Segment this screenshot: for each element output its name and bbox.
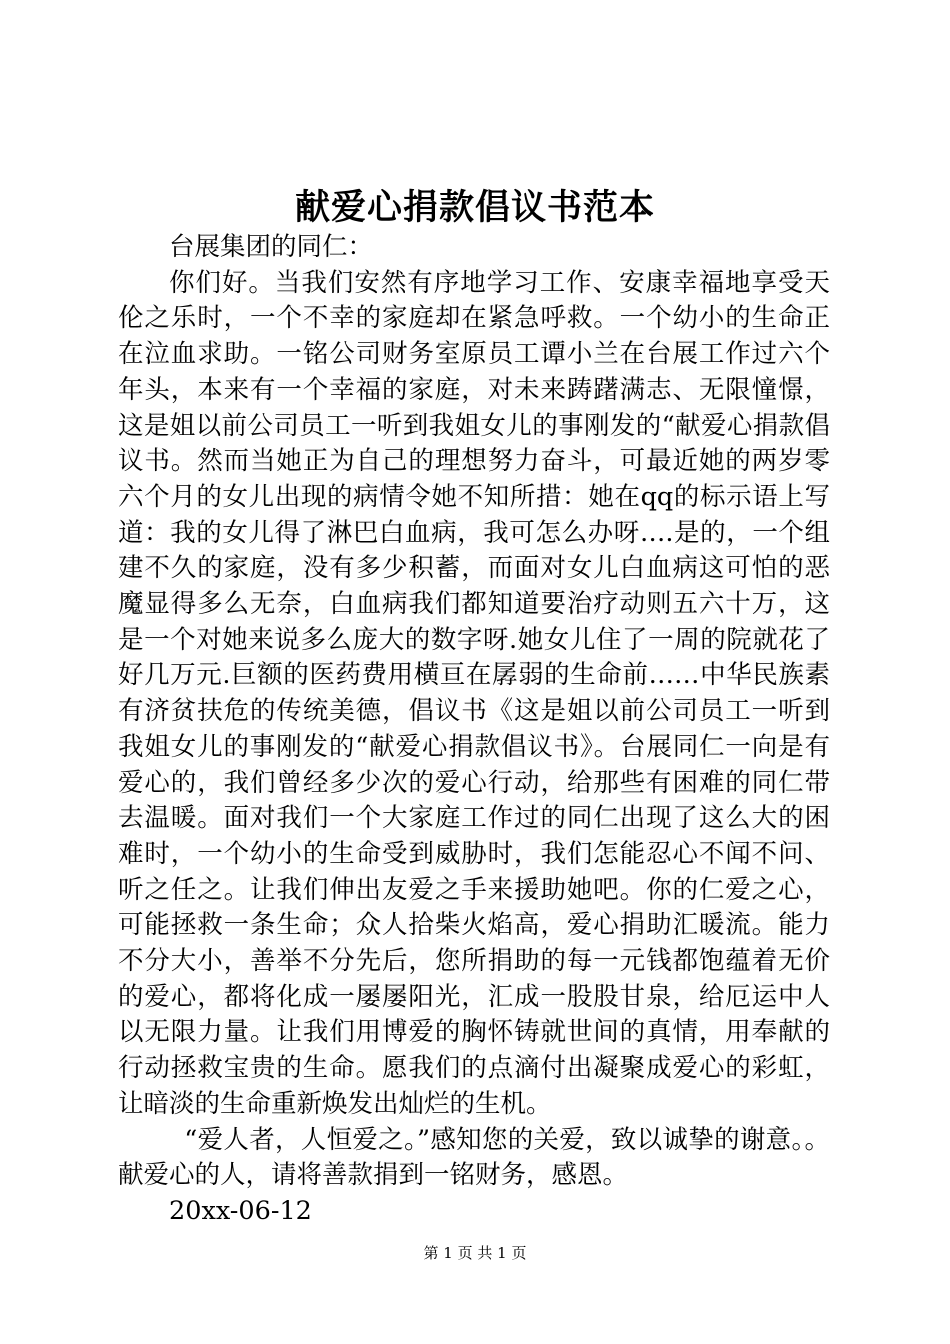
- closing-paragraph: “爱人者，人恒爱之。”感知您的关爱，致以诚挚的谢意。。献爱心的人，请将善款捐到一铭财务，感恩。: [118, 1124, 830, 1191]
- date-line: 20xx-06-12: [169, 1195, 312, 1226]
- salutation-paragraph: 台展集团的同仁：: [169, 232, 374, 262]
- page-footer: 第 1 页 共 1 页: [423, 1244, 527, 1262]
- document-content: [118, 230, 830, 1230]
- body-paragraph: 你们好。当我们安然有序地学习工作、安康幸福地享受天伦之乐时，一个不幸的家庭却在紧急呼救。一个幼小的生命正在泣血求助。一铭公司财务室原员工谭小兰在台展工作过六个年头，本来有一个幸福的家庭，对未来踌躇满志、无限憧憬，这是姐以前公司员工一听到我姐女儿的事刚发的“献爱心捐款倡议书。然而当她正为自己的理想努力奋斗，可最近她的两岁零六个月的女儿出现的病情令她不知所措：她在qq的标示语上写道：我的女儿得了淋巴白血病，我可怎么办呀….是的，一个组建不久的家庭，没有多少积蓄，而面对女儿白血病这可怕的恶魔显得多么无奈，白血病我们都知道要治疗动则五六十万，这是一个对她来说多么庞大的数字呀.她女儿住了一周的院就花了好几万元.巨额的医药费用横亘在孱弱的生命前……中华民族素有济贫扶危的传统美德，倡议书《这是姐以前公司员工一听到我姐女儿的事刚发的“献爱心捐款倡议书》。台展同仁一向是有爱心的，我们曾经多少次的爱心行动，给那些有困难的同仁带去温暖。面对我们一个大家庭工作过的同仁出现了这么大的困难时，一个幼小的生命受到威胁时，我们怎能忍心不闻不问、听之任之。让我们伸出友爱之手来援助她吧。你的仁爱之心，可能拯救一条生命；众人拾柴火焰高，爱心捐助汇暖流。能力不分大小，善举不分先后，您所捐助的每一元钱都饱蕴着无价的爱心，都将化成一屡屡阳光，汇成一股股甘泉，给厄运中人以无限力量。让我们用博爱的胸怀铸就世间的真情，用奉献的行动拯救宝贵的生命。愿我们的点滴付出凝聚成爱心的彩虹，让暗淡的生命重新焕发出灿烂的生机。: [118, 267, 830, 1119]
- document-title: 献爱心捐款倡议书范本: [294, 187, 655, 228]
